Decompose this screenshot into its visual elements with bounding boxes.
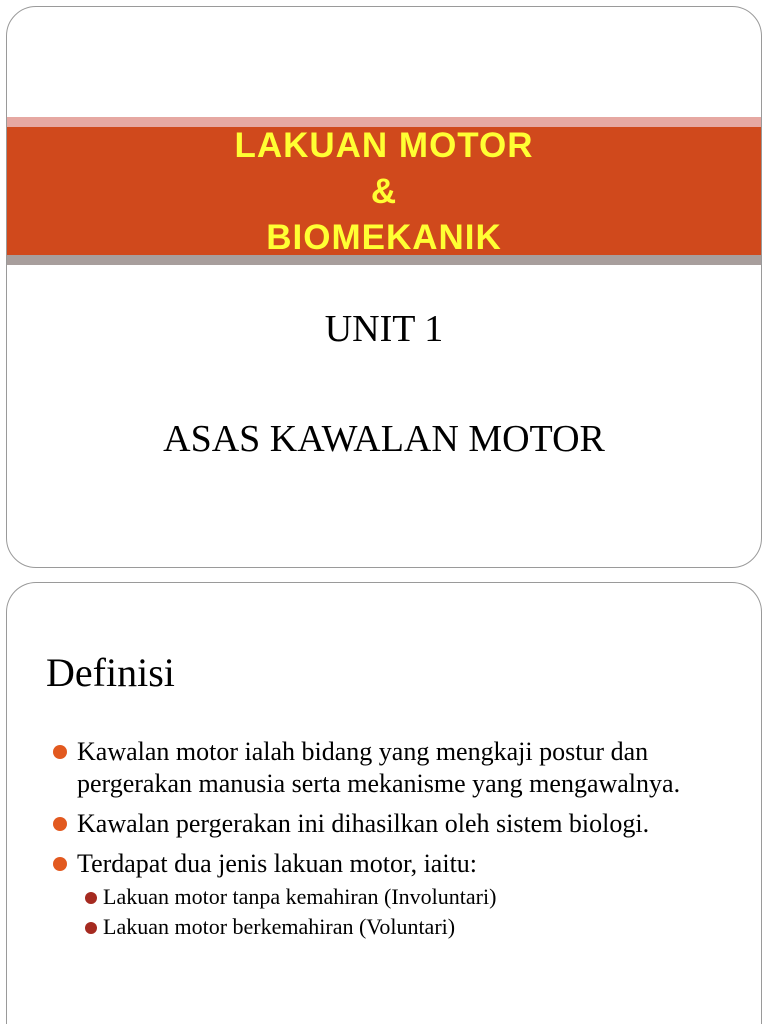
- title-line-3: BIOMEKANIK: [266, 218, 502, 257]
- bullet-text: Kawalan motor ialah bidang yang mengkaji postur dan pergerakan manusia serta mekanisme yang mengawalnya.: [77, 737, 681, 798]
- sub-bullet-dot-icon: [85, 922, 97, 934]
- title-line-2: &: [370, 172, 398, 211]
- bullet-item: [51, 848, 731, 880]
- unit-subtitle: ASAS KAWALAN MOTOR: [163, 418, 605, 460]
- slide-title-text: [7, 123, 761, 261]
- sub-bullet-dot-icon: [85, 892, 97, 904]
- bullet-dot-icon: [53, 745, 67, 759]
- bullet-text: Kawalan pergerakan ini dihasilkan oleh sistem biologi.: [77, 809, 650, 838]
- slide-definisi: [6, 582, 762, 1024]
- bullet-text: Terdapat dua jenis lakuan motor, iaitu:: [77, 849, 478, 878]
- bullet-item: [51, 736, 731, 800]
- sub-bullet-text: Lakuan motor tanpa kemahiran (Involuntari): [103, 884, 497, 909]
- slide-title: [6, 6, 762, 568]
- bullet-dot-icon: [53, 817, 67, 831]
- sub-bullet-item: [51, 912, 731, 942]
- sub-bullet-item: [51, 882, 731, 912]
- bullet-list: [51, 736, 731, 942]
- bullet-dot-icon: [53, 857, 67, 871]
- slide-heading: Definisi: [46, 650, 175, 695]
- unit-label: UNIT 1: [324, 308, 444, 350]
- sub-bullet-text: Lakuan motor berkemahiran (Voluntari): [103, 914, 456, 939]
- title-line-1: LAKUAN MOTOR: [234, 126, 534, 165]
- bullet-item: [51, 808, 731, 840]
